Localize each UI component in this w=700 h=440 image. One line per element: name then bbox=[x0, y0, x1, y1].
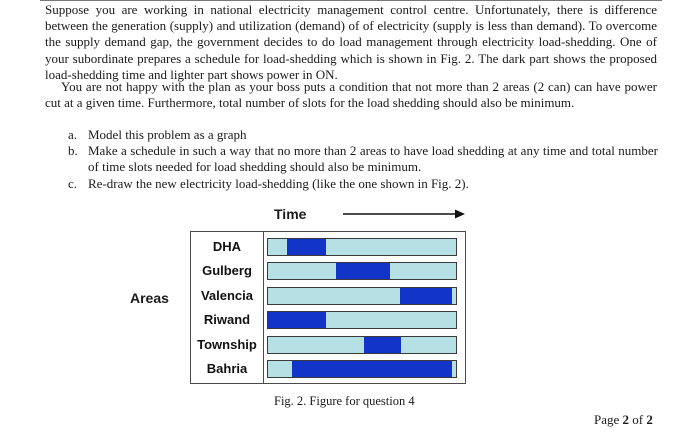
load-shedding-figure bbox=[190, 231, 466, 384]
figure-row bbox=[191, 235, 465, 259]
power-on-bar bbox=[267, 238, 457, 256]
load-shedding-block bbox=[287, 239, 326, 255]
figure-caption: Fig. 2. Figure for question 4 bbox=[274, 394, 415, 408]
problem-paragraph-1: Suppose you are working in national electricity management control centre. Unfortunately, there is difference between the generation (supply) and utilization (demand) of of electricity (supply is less than demand). To overcome the supply demand gap, the government decides to do load management through electricity load-shedding. One of your subordinate prepares a schedule for load-shedding which is shown in Fig. 2. The dark part shows the proposed load-shedding time and lighter part shows power in ON. bbox=[45, 2, 657, 82]
figure-time-label: Time bbox=[274, 206, 307, 222]
figure-areas-label: Areas bbox=[130, 290, 169, 306]
power-on-bar bbox=[267, 287, 457, 305]
load-shedding-block bbox=[292, 361, 452, 377]
load-shedding-block bbox=[364, 337, 402, 353]
power-on-bar bbox=[267, 262, 457, 280]
question-marker: a. bbox=[68, 127, 78, 142]
problem-paragraph-2-text: You are not happy with the plan as your boss puts a condition that not more than 2 areas (2 can) can have power cut at a given time. Furthermore, total number of slots for the load shedding should also be minimum. bbox=[45, 79, 657, 111]
question-text: Model this problem as a graph bbox=[88, 127, 247, 142]
time-arrow-icon bbox=[343, 207, 467, 221]
area-label: Township bbox=[197, 337, 257, 352]
area-label: Gulberg bbox=[202, 263, 252, 278]
question-text: Make a schedule in such a way that no more than 2 areas to have load shedding at any time and total number of time slots needed for load shedding should also be minimum. bbox=[88, 143, 658, 175]
question-marker: b. bbox=[68, 143, 78, 159]
area-label: Bahria bbox=[206, 361, 248, 376]
page-separator: of bbox=[632, 412, 644, 427]
power-on-bar bbox=[267, 360, 457, 378]
load-shedding-block bbox=[336, 263, 391, 279]
figure-row bbox=[191, 333, 465, 357]
figure-row bbox=[191, 308, 465, 332]
power-on-bar bbox=[267, 311, 457, 329]
load-shedding-block bbox=[400, 288, 453, 304]
problem-paragraph-2 bbox=[45, 79, 657, 111]
area-label: DHA bbox=[212, 239, 242, 254]
figure-row bbox=[191, 357, 465, 381]
question-text: Re-draw the new electricity load-shedding (like the one shown in Fig. 2). bbox=[88, 175, 469, 191]
page-prefix: Page bbox=[594, 412, 620, 427]
area-label: Valencia bbox=[200, 288, 254, 303]
question-item bbox=[68, 176, 658, 192]
question-item bbox=[68, 127, 658, 143]
page-number bbox=[594, 412, 653, 428]
load-shedding-block bbox=[268, 312, 326, 328]
area-label: Riwand bbox=[203, 312, 251, 327]
figure-row bbox=[191, 259, 465, 283]
question-marker: c. bbox=[68, 175, 78, 191]
page-total: 2 bbox=[646, 412, 653, 427]
top-rule bbox=[40, 0, 662, 1]
page-current: 2 bbox=[622, 412, 630, 427]
question-item bbox=[68, 143, 658, 175]
power-on-bar bbox=[267, 336, 457, 354]
figure-row bbox=[191, 284, 465, 308]
question-list bbox=[68, 127, 658, 192]
